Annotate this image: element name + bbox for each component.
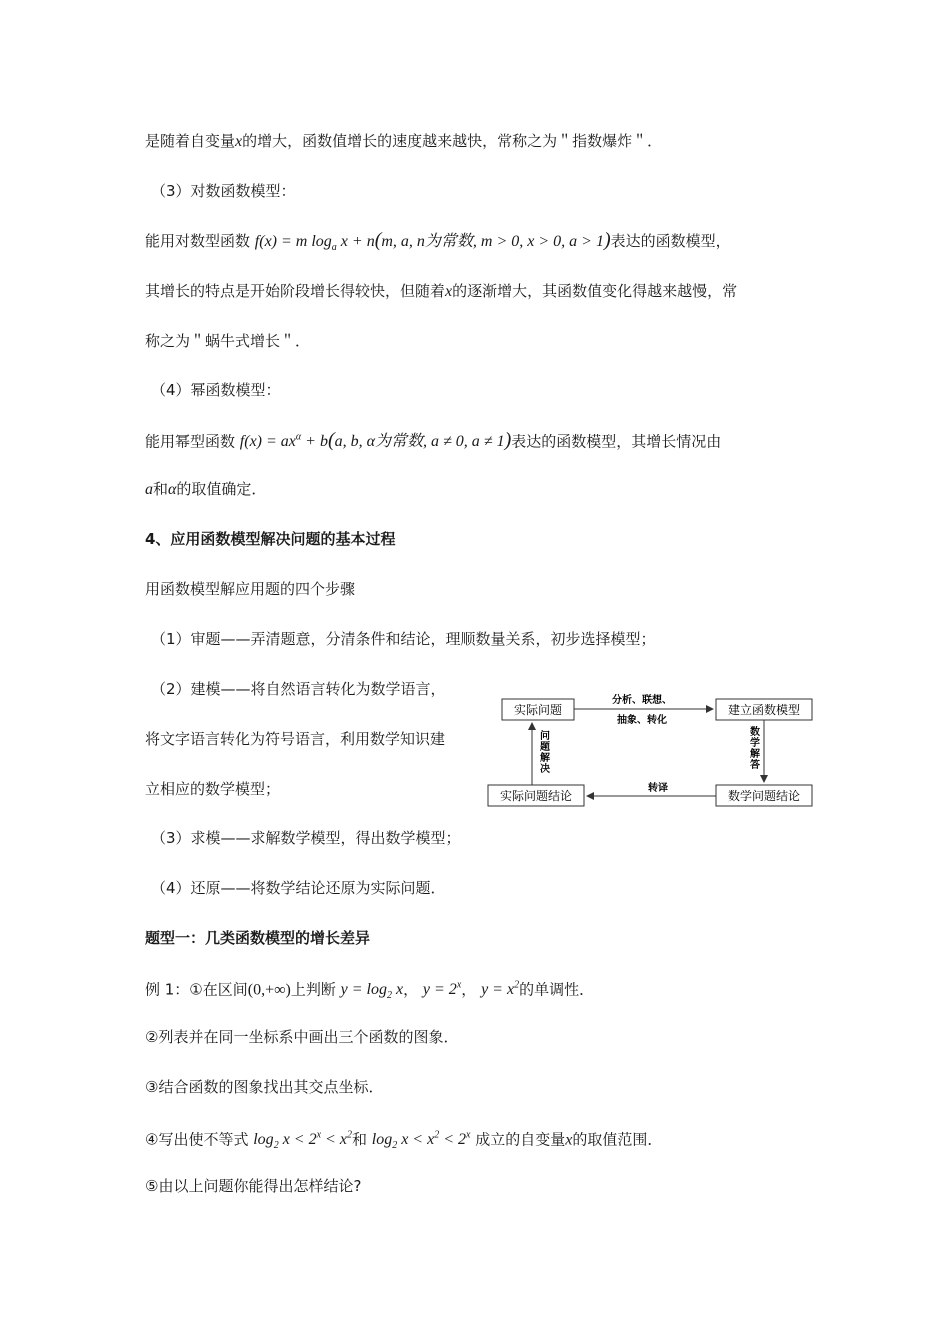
formula-sub: 2 bbox=[387, 990, 392, 1002]
text: ， bbox=[403, 980, 419, 999]
section-power-title: （4）幂函数模型： bbox=[151, 381, 281, 399]
box-math-conclusion-label: 数学问题结论 bbox=[727, 789, 801, 803]
text: 的逐渐增大，其函数值变化得越来越慢，常 bbox=[452, 282, 738, 300]
text: 例 1：①在区间 bbox=[145, 980, 248, 999]
power-formula bbox=[239, 429, 512, 452]
interval: (0,+∞) bbox=[247, 981, 291, 999]
formula-sup: 2 bbox=[514, 980, 520, 991]
formula-sup: α bbox=[295, 432, 302, 443]
formula-part: log bbox=[371, 1131, 393, 1149]
formula-part: x + n bbox=[336, 233, 375, 250]
left-label-char: 问 bbox=[540, 731, 550, 742]
text: 和 bbox=[351, 1130, 367, 1149]
formula-sub: a bbox=[331, 242, 337, 254]
func-log bbox=[340, 981, 404, 1002]
power-model-determined bbox=[145, 479, 266, 500]
inequality-2 bbox=[371, 1130, 471, 1152]
right-label-char: 学 bbox=[750, 738, 760, 749]
formula-part: x bbox=[392, 981, 404, 999]
text: 能用对数型函数 bbox=[145, 232, 251, 250]
log-model-name: 称之为＂蜗牛式增长＂． bbox=[145, 332, 311, 350]
func-power bbox=[481, 981, 519, 998]
formula-part: < x bbox=[321, 1131, 347, 1149]
step-2-line-1: （2）建模——将自然语言转化为数学语言， bbox=[151, 680, 446, 698]
inequality-1 bbox=[253, 1130, 352, 1152]
formula-sub: 2 bbox=[273, 1140, 279, 1152]
example-1-part-3: ③结合函数的图象找出其交点坐标． bbox=[145, 1078, 384, 1096]
box-build-model-label: 建立函数模型 bbox=[727, 703, 801, 717]
left-label-char: 决 bbox=[540, 764, 550, 775]
top-arrow-label-1: 分析、联想、 bbox=[612, 695, 672, 706]
formula-sup: x bbox=[316, 1130, 322, 1141]
formula-sup: 2 bbox=[346, 1130, 352, 1141]
formula-args: m, a, n为常数, m > 0, x > 0, a > 1 bbox=[381, 233, 604, 250]
math-var: α bbox=[168, 481, 177, 498]
text: 是随着自变量 bbox=[145, 132, 236, 150]
log-model-feature bbox=[145, 281, 737, 302]
paren: ( bbox=[327, 429, 335, 452]
right-label-char: 解 bbox=[750, 749, 760, 760]
power-model-definition bbox=[145, 428, 721, 452]
math-var: x bbox=[565, 1131, 573, 1149]
text: 其增长的特点是开始阶段增长得较快，但随着 bbox=[145, 282, 446, 300]
paren: ) bbox=[504, 429, 512, 452]
log-model-definition bbox=[145, 230, 731, 258]
section-log-title: （3）对数函数模型： bbox=[151, 182, 296, 200]
text: 的取值确定． bbox=[176, 480, 267, 498]
text: 表达的函数模型，其增长情况由 bbox=[511, 432, 722, 451]
text: 能用幂型函数 bbox=[145, 432, 236, 451]
heading-4: 4、应用函数模型解决问题的基本过程 bbox=[145, 530, 396, 548]
top-arrow-label-2: 抽象、转化 bbox=[617, 715, 667, 726]
formula-sup: x bbox=[466, 1130, 471, 1141]
box-actual-problem-label: 实际问题 bbox=[513, 703, 563, 717]
formula-part: f(x) = ax bbox=[239, 433, 296, 451]
example-1-part-1 bbox=[145, 976, 594, 1007]
steps-intro: 用函数模型解应用题的四个步骤 bbox=[145, 580, 356, 598]
log-formula bbox=[254, 229, 611, 254]
text: 表达的函数模型， bbox=[610, 232, 731, 250]
right-label-char: 数 bbox=[750, 727, 760, 738]
example-1-part-2: ②列表并在同一坐标系中画出三个函数的图象． bbox=[145, 1028, 459, 1046]
step-2-line-2: 将文字语言转化为符号语言，利用数学知识建 bbox=[145, 730, 446, 748]
process-flow-diagram bbox=[487, 690, 817, 812]
paren: ( bbox=[374, 229, 382, 251]
formula-part: x < 2 bbox=[278, 1131, 317, 1149]
step-4: （4）还原——将数学结论还原为实际问题． bbox=[151, 879, 446, 897]
formula-part: x < x bbox=[397, 1131, 435, 1149]
box-actual-conclusion-label: 实际问题结论 bbox=[499, 789, 573, 803]
text: 的单调性． bbox=[519, 980, 595, 999]
bottom-arrow-label: 转译 bbox=[648, 783, 668, 794]
formula-args: a, b, α为常数, a ≠ 0, a ≠ 1 bbox=[334, 433, 505, 451]
formula-sup: 2 bbox=[434, 1130, 440, 1141]
text: 的增大，函数值增长的速度越来越快，常称之为＂指数爆炸＂． bbox=[242, 132, 663, 150]
text: 的取值范围． bbox=[572, 1130, 663, 1149]
step-2-line-3: 立相应的数学模型； bbox=[145, 780, 281, 798]
right-arrow-label bbox=[750, 725, 761, 771]
step-1: （1）审题——弄清题意，分清条件和结论，理顺数量关系，初步选择模型； bbox=[151, 630, 656, 648]
text: ④写出使不等式 bbox=[145, 1130, 249, 1149]
question-type-1-heading: 题型一：几类函数模型的增长差异 bbox=[145, 929, 371, 947]
paren: ) bbox=[603, 229, 611, 251]
formula-part: y = log bbox=[340, 981, 387, 999]
example-1-part-5: ⑤由以上问题你能得出怎样结论? bbox=[145, 1177, 362, 1195]
text: 和 bbox=[153, 480, 169, 498]
example-1-part-4 bbox=[145, 1126, 662, 1157]
formula-sub: 2 bbox=[392, 1140, 398, 1152]
step-3: （3）求模——求解数学模型，得出数学模型； bbox=[151, 829, 461, 847]
formula-part: f(x) = m log bbox=[254, 233, 332, 250]
text: ， bbox=[461, 980, 477, 999]
func-exp bbox=[423, 981, 461, 998]
math-var: a bbox=[145, 481, 153, 498]
formula-part: y = 2 bbox=[422, 981, 457, 999]
left-label-char: 题 bbox=[540, 742, 550, 753]
formula-part: + b bbox=[301, 433, 328, 451]
paragraph-exponential-end bbox=[145, 131, 662, 152]
formula-part: y = x bbox=[481, 981, 515, 999]
formula-sup: x bbox=[456, 980, 462, 991]
formula-part: log bbox=[253, 1131, 274, 1149]
math-var: x bbox=[235, 133, 243, 150]
right-label-char: 答 bbox=[750, 760, 760, 771]
math-var: x bbox=[445, 283, 453, 300]
left-label-char: 解 bbox=[540, 753, 550, 764]
formula-part: < 2 bbox=[439, 1131, 466, 1149]
text: 上判断 bbox=[290, 980, 336, 999]
left-arrow-label bbox=[540, 729, 551, 775]
text: 成立的自变量 bbox=[475, 1130, 566, 1149]
